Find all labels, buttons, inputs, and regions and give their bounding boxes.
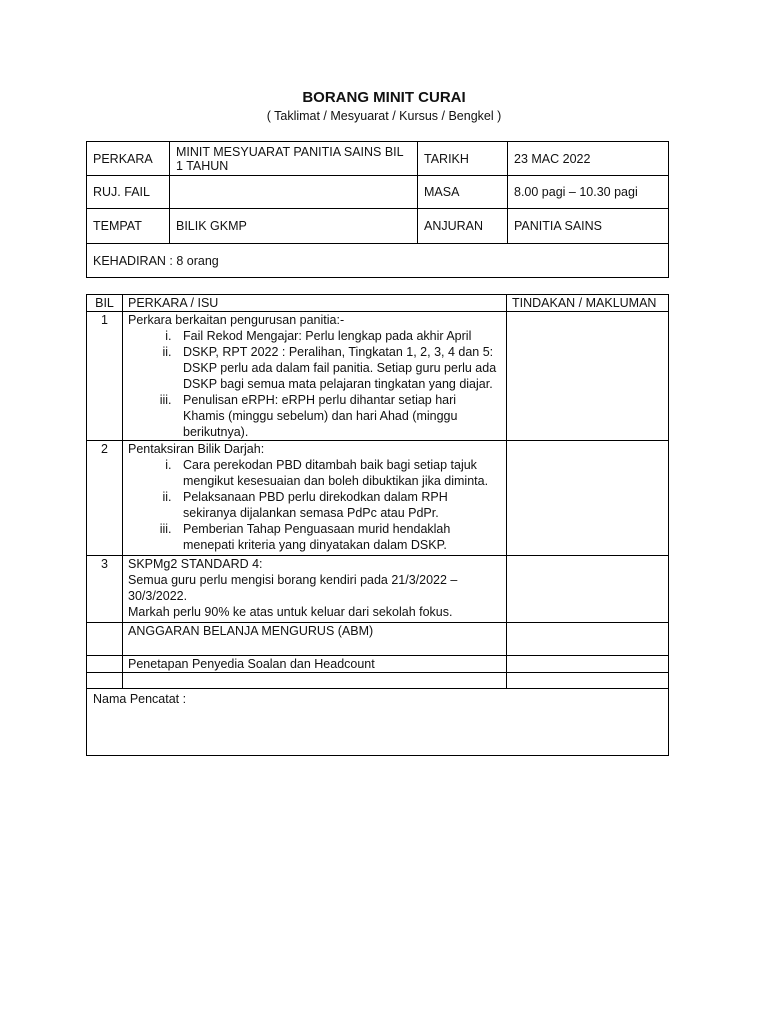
row-number: 2: [87, 441, 123, 556]
tempat-label: TEMPAT: [87, 209, 170, 244]
meeting-info-table: [86, 141, 669, 278]
column-header-tindakan: TINDAKAN / MAKLUMAN: [507, 295, 669, 312]
list-item: iii. Pemberian Tahap Penguasaan murid hendaklah menepati kriteria yang dinyatakan dalam DSKP.: [175, 521, 501, 553]
minutes-row: [87, 673, 669, 689]
meeting-info-row: [87, 142, 669, 176]
row-heading: [123, 673, 507, 689]
tindakan-cell: [507, 556, 669, 623]
document-title: BORANG MINIT CURAI: [302, 89, 466, 106]
list-item: ii. Pelaksanaan PBD perlu direkodkan dalam RPH sekiranya dijalankan semasa PdPc atau PdPr.: [175, 489, 501, 521]
rujfail-value: [170, 176, 418, 209]
row-number: [87, 673, 123, 689]
tarikh-value: 23 MAC 2022: [508, 142, 669, 176]
perkara-label: PERKARA: [87, 142, 170, 176]
minutes-table: [86, 294, 669, 756]
minutes-row: [87, 656, 669, 673]
row-content: [123, 312, 507, 441]
row-text: Markah perlu 90% ke atas untuk keluar dari sekolah fokus.: [128, 605, 453, 619]
rujfail-label: RUJ. FAIL: [87, 176, 170, 209]
row-heading: Perkara berkaitan pengurusan panitia:-: [128, 313, 345, 327]
meeting-info-row: [87, 244, 669, 278]
tindakan-cell: [507, 441, 669, 556]
tindakan-cell: [507, 656, 669, 673]
list-item: iii. Penulisan eRPH: eRPH perlu dihantar setiap hari Khamis (minggu sebelum) dan hari Ahad (minggu berikutnya).: [175, 392, 501, 440]
minutes-header-row: [87, 295, 669, 312]
kehadiran-field: KEHADIRAN : 8 orang: [87, 244, 669, 278]
tindakan-cell: [507, 312, 669, 441]
row-content: [123, 441, 507, 556]
column-header-bil: BIL: [87, 295, 123, 312]
row-number: 3: [87, 556, 123, 623]
tindakan-cell: [507, 623, 669, 656]
meeting-info-row: [87, 209, 669, 244]
row-number: [87, 623, 123, 656]
row-heading: ANGGARAN BELANJA MENGURUS (ABM): [123, 623, 507, 656]
row-heading: SKPMg2 STANDARD 4:: [128, 557, 263, 571]
row-text: Semua guru perlu mengisi borang kendiri pada 21/3/2022 – 30/3/2022.: [128, 573, 458, 603]
list-item: ii. DSKP, RPT 2022 : Peralihan, Tingkatan 1, 2, 3, 4 dan 5: DSKP perlu ada dalam fail panitia. Setiap guru perlu ada DSKP bagi semua mata pelajaran tingkatan yang diajar.: [175, 344, 501, 392]
nama-pencatat-field: Nama Pencatat :: [87, 689, 669, 756]
anjuran-label: ANJURAN: [418, 209, 508, 244]
nama-pencatat-row: [87, 689, 669, 756]
minutes-row: [87, 312, 669, 441]
minutes-row: [87, 623, 669, 656]
row-content: [123, 556, 507, 623]
item-list: [128, 457, 501, 553]
item-list: [128, 328, 501, 440]
minutes-row: [87, 441, 669, 556]
document-subtitle: ( Taklimat / Mesyuarat / Kursus / Bengkel ): [266, 109, 502, 123]
column-header-perkara: PERKARA / ISU: [123, 295, 507, 312]
minutes-row: [87, 556, 669, 623]
row-number: [87, 656, 123, 673]
tempat-value: BILIK GKMP: [170, 209, 418, 244]
meeting-info-row: [87, 176, 669, 209]
perkara-value: MINIT MESYUARAT PANITIA SAINS BIL 1 TAHUN: [170, 142, 418, 176]
anjuran-value: PANITIA SAINS: [508, 209, 669, 244]
row-heading: Penetapan Penyedia Soalan dan Headcount: [123, 656, 507, 673]
list-item: i. Cara perekodan PBD ditambah baik bagi setiap tajuk mengikut kesesuaian dan boleh dibuktikan jika diminta.: [175, 457, 501, 489]
row-number: 1: [87, 312, 123, 441]
row-heading: Pentaksiran Bilik Darjah:: [128, 442, 265, 456]
list-item: i. Fail Rekod Mengajar: Perlu lengkap pada akhir April: [175, 328, 501, 344]
tindakan-cell: [507, 673, 669, 689]
masa-label: MASA: [418, 176, 508, 209]
tarikh-label: TARIKH: [418, 142, 508, 176]
masa-value: 8.00 pagi – 10.30 pagi: [508, 176, 669, 209]
